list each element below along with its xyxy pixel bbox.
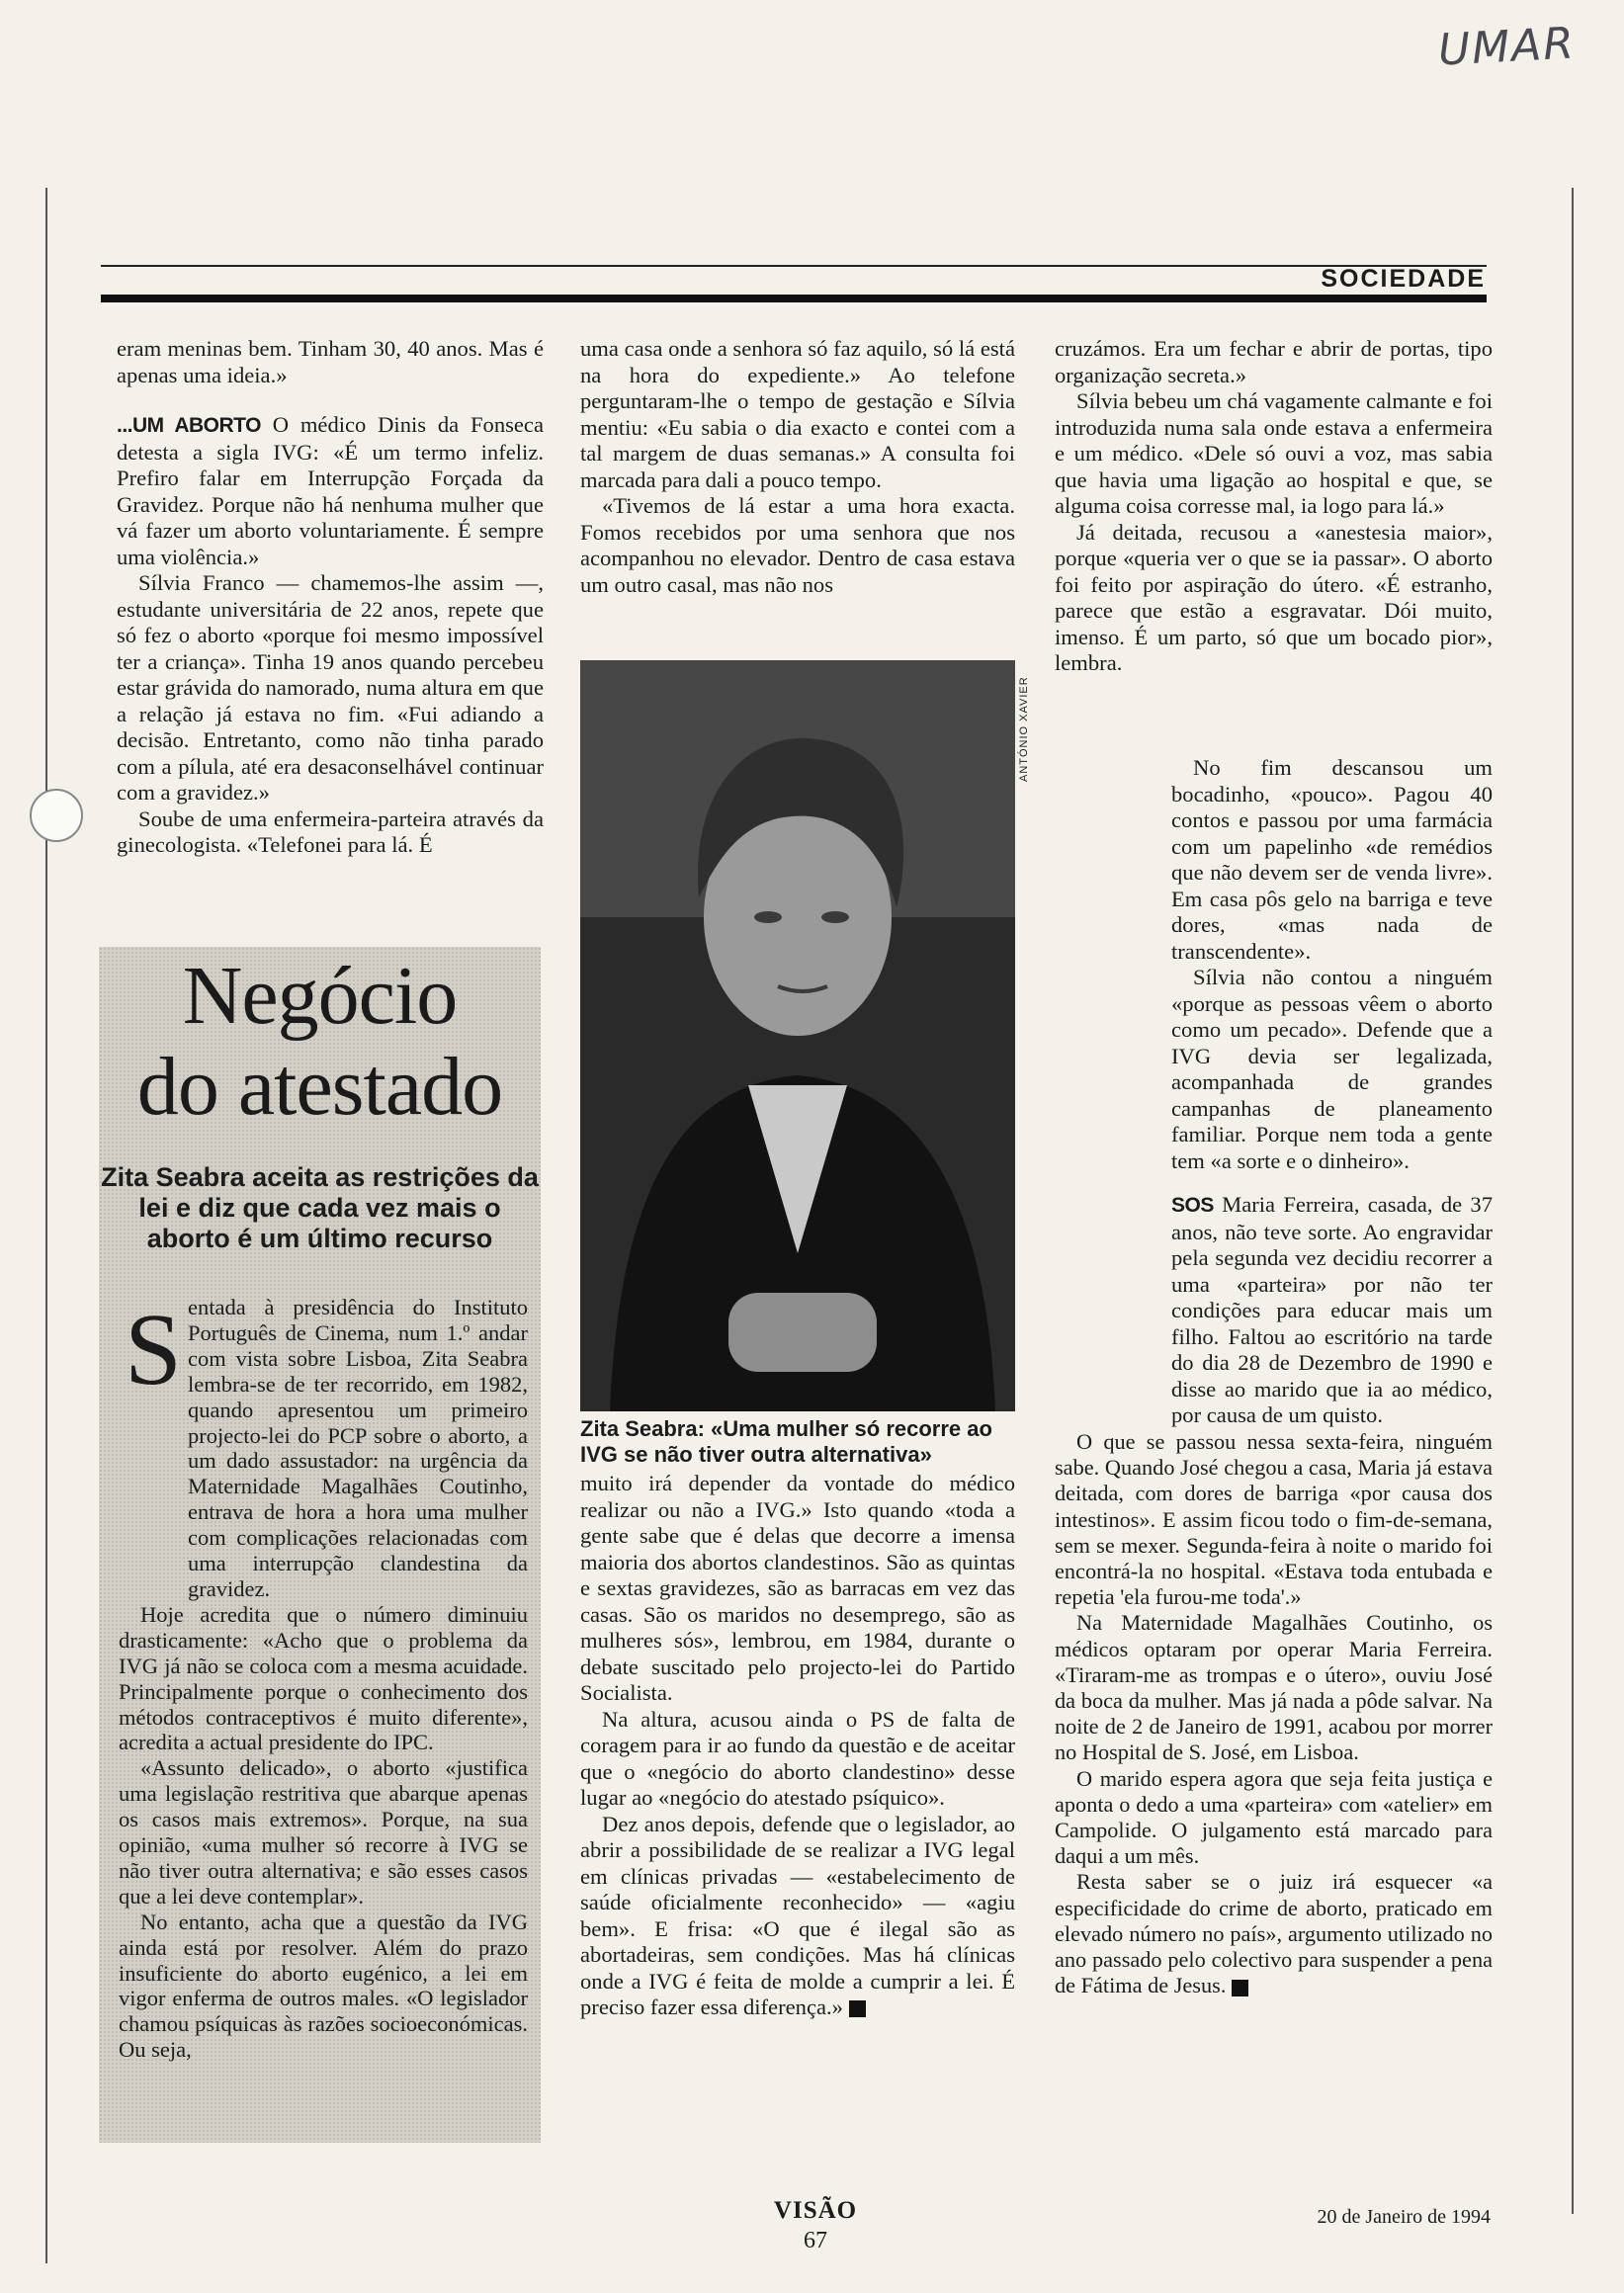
paragraph: Hoje acredita que o número diminuiu drasticamente: «Acho que o problema da IVG já não se coloca com a mesma acuidade. Principalmente porque o conhecimento dos métodos contraceptivos é muito diferente», acredita a actual presidente do IPC. [119,1601,528,1755]
portrait-photo [580,660,1015,1411]
paragraph: Na Maternidade Magalhães Coutinho, os médicos optaram por operar Maria Ferreira. «Tiraram-me as trompas e o útero», ouviu José da boca da mulher. Mas já nada a pôde salvar. Na noite de 2 de Janeiro de 1991, acabou por morrer no Hospital de S. José, em Lisboa. [1055,1610,1493,1765]
sidebar-text [119,1295,528,2063]
paragraph: Sílvia Franco — chamemos-lhe assim —, estudante universitária de 22 anos, repete que só fez o aborto «porque foi mesmo impossível ter a criança». Tinha 19 anos quando percebeu estar grávida do namorado, numa altura em que a relação já estava no fim. «Fui adiando a decisão. Entretanto, como não tinha parado com a pílula, até era desaconselhável continuar com a gravidez.» [117,570,544,805]
drop-cap: S [125,1293,182,1406]
photo-caption: Zita Seabra: «Uma mulher só recorre ao IVG se não tiver outra alternativa» [580,1416,992,1467]
paragraph: Sílvia bebeu um chá vagamente calmante e foi introduzida numa sala onde estava a enfermeira e um médico. «Dele só ouvi a voz, mas sabia que havia uma ligação ao hospital e que, se alguma coisa corresse mal, ia logo para lá.» [1055,388,1493,518]
header-rule-thick [101,295,1487,302]
subhead: ...UM ABORTO [117,414,261,437]
punch-hole [30,789,83,842]
header-rule [101,265,1487,267]
page-number: 67 [804,2228,827,2253]
portrait-illustration [580,660,1015,1411]
paragraph: Soube de uma enfermeira-parteira através da ginecologista. «Telefonei para lá. É [117,806,544,857]
column-1 [117,336,544,859]
page-edge-line [1572,188,1574,2214]
magazine-name: VISÃO [773,2197,858,2224]
paragraph: uma casa onde a senhora só faz aquilo, só lá está na hora do expediente.» Ao telefone perguntaram-lhe o tempo de gestação e Sílvia mentiu: «Eu sabia o dia exacto e contei com a tal margem de duas semanas.» A consulta foi marcada para dali a pouco tempo. [580,336,1015,492]
sidebar-deck: Zita Seabra aceita as restrições da lei e diz que cada vez mais o aborto é um último recurso [101,1162,539,1253]
issue-date: 20 de Janeiro de 1994 [1317,2206,1491,2228]
paragraph: entada à presidência do Instituto Português de Cinema, num 1.º andar com vista sobre Lisboa, Zita Seabra lembra-se de ter recorrido, em 1982, quando apresentou um primeiro projecto-lei do PCP sobre o aborto, a um dado assustador: na urgência da Maternidade Magalhães Coutinho, entrava de hora a hora uma mulher com complicações relacionadas com uma interrupção clandestina da gravidez. [188,1295,528,1601]
paragraph: «Tivemos de lá estar a uma hora exacta. Fomos recebidos por uma senhora que nos acompanhou no elevador. Dentro de casa estava um outro casal, mas não nos [580,493,1015,597]
end-mark: V [849,2000,866,2017]
paragraph: Resta saber se o juiz irá esquecer «a especificidade do crime de aborto, praticado em elevado número no país», argumento utilizado no ano passado pelo colectivo para suspender a pena de Fátima de Jesus. V [1055,1869,1493,1998]
paragraph: SOS Maria Ferreira, casada, de 37 anos, não teve sorte. Ao engravidar pela segunda vez decidiu recorrer a uma «parteira» por não ter condições para educar mais um filho. Faltou ao escritório na tarde do dia 28 de Dezembro de 1990 e disse ao marido que ia ao médico, por causa de um quisto. [1171,1192,1493,1427]
section-label: SOCIEDADE [1321,265,1486,293]
paragraph: ...UM ABORTO O médico Dinis da Fonseca detesta a sigla IVG: «É um termo infeliz. Prefiro falar em Interrupção Forçada da Gravidez. Porque não há nenhuma mulher que vá fazer um aborto voluntariamente. É sempre uma violência.» [117,412,544,569]
paragraph: Dez anos depois, defende que o legislador, ao abrir a possibilidade de se realizar a IVG legal em clínicas privadas — «estabelecimento de saúde oficialmente reconhecido» — «agiu bem». E frisa: «O que é ilegal são as abortadeiras, sem condições. Mas há clínicas onde a IVG é feita de molde a cumprir a lei. É preciso fazer essa diferença.» V [580,1811,1015,2019]
paragraph: No entanto, acha que a questão da IVG ainda está por resolver. Além do prazo insuficiente do aborto eugénico, a lei em vigor enferma de outros males. «O legislador chamou psíquicas às razões socioeconómicas. Ou seja, [119,1909,528,2063]
paragraph: Na altura, acusou ainda o PS de falta de coragem para ir ao fundo da questão e de aceitar que o «negócio do aborto clandestino» desse lugar ao «negócio do atestado psíquico». [580,1706,1015,1810]
column-3-bottom [1055,1429,1493,1998]
sidebar-headline: Negócio do atestado [136,950,503,1133]
subhead: SOS [1171,1194,1214,1217]
column-3-top [1055,336,1493,677]
page-edge-line [45,188,47,2263]
column-2-top [580,336,1015,598]
paragraph: O marido espera agora que seja feita justiça e aponta o dedo a uma «parteira» com «atelier» em Campolide. O julgamento está marcado para daqui a um mês. [1055,1765,1493,1869]
paragraph: O que se passou nessa sexta-feira, ninguém sabe. Quando José chegou a casa, Maria já estava deitada, com dores de barriga «por causa dos intestinos». E assim ficou todo o fim-de-semana, sem se mexer. Segunda-feira à noite o marido foi encontrá-la no hospital. «Estava toda entubada e repetia 'ela furou-me toda'.» [1055,1429,1493,1610]
paragraph: Já deitada, recusou a «anestesia maior», porque «queria ver o que se ia passar». O aborto foi feito por aspiração do útero. «É estranho, parece que estão a esgravatar. Dói muito, imenso. É um parto, só que um bocado pior», lembra. [1055,519,1493,675]
paragraph: Sílvia não contou a ninguém «porque as pessoas vêem o aborto como um pecado». Defende que a IVG devia ser legalizada, acompanhada de grandes campanhas de planeamento familiar. Porque nem toda a gente tem «a sorte e o dinheiro». [1171,965,1493,1173]
column-2-bottom [580,1471,1015,2021]
paragraph: «Assunto delicado», o aborto «justifica uma legislação restritiva que abarque apenas os casos mais extremos». Porque, na sua opinião, «uma mulher só recorre à IVG se não tiver outra alternativa; e são esses casos que a lei deve contemplar». [119,1755,528,1909]
paragraph: No fim descansou um bocadinho, «pouco». Pagou 40 contos e passou por uma farmácia com um papelinho «de remédios que não devem ser de venda livre». Em casa pôs gelo na barriga e teve dores, «mas nada de transcendente». [1171,755,1493,964]
handwritten-note: UMAR [1436,18,1578,76]
paragraph: muito irá depender da vontade do médico realizar ou não a IVG.» Isto quando «toda a gente sabe que é delas que decorre a imensa maioria dos abortos clandestinos. São as quintas e sextas gravidezes, são as barracas em vez das casas. São os maridos no desemprego, são as mulheres sós», lembrou, em 1984, durante o debate suscitado pelo projecto-lei do Partido Socialista. [580,1471,1015,1705]
photo-credit: ANTÓNIO XAVIER [1018,676,1030,783]
paragraph: eram meninas bem. Tinham 30, 40 anos. Mas é apenas uma ideia.» [117,336,544,387]
paragraph: cruzámos. Era um fechar e abrir de portas, tipo organização secreta.» [1055,336,1493,387]
column-3-narrow [1171,755,1493,1429]
end-mark: V [1232,1980,1248,1996]
